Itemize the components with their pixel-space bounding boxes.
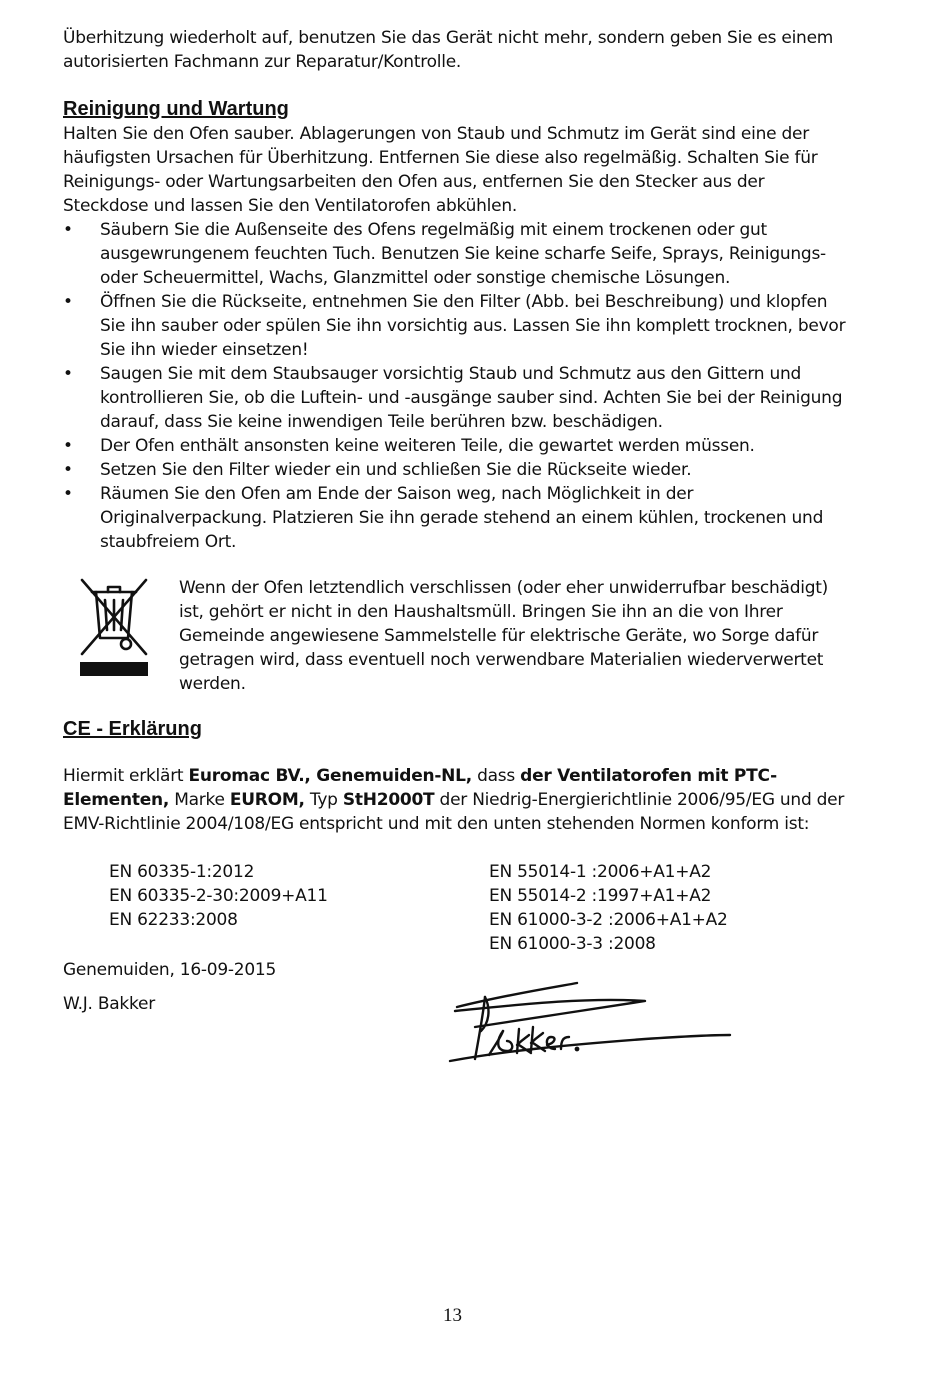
- handwritten-signature: [445, 975, 735, 1070]
- cleaning-heading: Reinigung und Wartung: [63, 98, 289, 120]
- list-item: • Der Ofen enthält ansonsten keine weiteren Teile, die gewartet werden müssen.: [63, 434, 853, 458]
- signer-name: W.J. Bakker: [63, 994, 155, 1014]
- list-item: • Setzen Sie den Filter wieder ein und schließen Sie die Rückseite wieder.: [63, 458, 853, 482]
- norm-item: EN 62233:2008: [109, 910, 238, 930]
- document-page: [63, 26, 853, 1016]
- list-item: • Öffnen Sie die Rückseite, entnehmen Sie den Filter (Abb. bei Beschreibung) und klopfen Sie ihn sauber oder spülen Sie ihn vorsichtig aus. Lassen Sie ihn komplett trocknen, bevor Sie ihn wieder einsetzen!: [63, 290, 853, 362]
- list-item: • Räumen Sie den Ofen am Ende der Saison weg, nach Möglichkeit in der Originalverpackung. Platzieren Sie ihn gerade stehend an einem kühlen, trockenen und staubfreiem Ort.: [63, 482, 853, 554]
- ce-heading: CE - Erklärung: [63, 718, 202, 740]
- norm-item: EN 61000-3-3 :2008: [489, 934, 656, 954]
- norm-item: EN 61000-3-2 :2006+A1+A2: [489, 910, 728, 930]
- norm-item: EN 60335-1:2012: [109, 862, 255, 882]
- ce-declaration-paragraph: Hiermit erklärt Euromac BV., Genemuiden-NL, dass der Ventilatorofen mit PTC-Elementen, Marke EUROM, Typ StH2000T der Niedrig-Energierichtlinie 2006/95/EG und der EMV-Richtlinie 2004/108/EG entspricht und mit den unten stehenden Normen konform ist:: [63, 766, 845, 834]
- norm-item: EN 55014-2 :1997+A1+A2: [489, 886, 712, 906]
- norms-list: [109, 860, 853, 956]
- place-date: Genemuiden, 16-09-2015: [63, 960, 277, 980]
- norm-item: EN 60335-2-30:2009+A11: [109, 886, 328, 906]
- product-name: der Ventilatorofen mit PTC-Elementen,: [63, 766, 777, 810]
- weee-crossed-bin-icon: [78, 576, 150, 680]
- company-name: Euromac BV., Genemuiden-NL,: [188, 766, 472, 786]
- intro-continuation: Überhitzung wiederholt auf, benutzen Sie das Gerät nicht mehr, sondern geben Sie es einem autorisierten Fachmann zur Reparatur/Kontrolle.: [63, 28, 834, 72]
- norm-item: EN 55014-1 :2006+A1+A2: [489, 862, 712, 882]
- page-number: 13: [443, 1305, 462, 1326]
- disposal-text: Wenn der Ofen letztendlich verschlissen (oder eher unwiderrufbar beschädigt) ist, gehört er nicht in den Haushaltsmüll. Bringen Sie ihn an die von Ihrer Gemeinde angewiesene Sammelstelle für elektrische Geräte, wo Sorge dafür getragen wird, dass eventuell noch verwendbare Materialien wiederverwertet werden.: [179, 578, 829, 694]
- model-type: StH2000T: [342, 790, 435, 810]
- brand-name: EUROM,: [229, 790, 305, 810]
- norms-column-left: [109, 860, 489, 956]
- list-item: • Saugen Sie mit dem Staubsauger vorsichtig Staub und Schmutz aus den Gittern und kontrollieren Sie, ob die Luftein- und -ausgänge sauber sind. Achten Sie bei der Reinigung darauf, dass Sie keine inwendigen Teile berühren bzw. beschädigen.: [63, 362, 853, 434]
- cleaning-bullet-list: [63, 218, 853, 554]
- cleaning-paragraph: Halten Sie den Ofen sauber. Ablagerungen von Staub und Schmutz im Gerät sind eine der häufigsten Ursachen für Überhitzung. Entfernen Sie diese also regelmäßig. Schalten Sie für Reinigungs- oder Wartungsarbeiten den Ofen aus, entfernen Sie den Stecker aus der Steckdose und lassen Sie den Ventilatorofen abkühlen.: [63, 124, 818, 216]
- disposal-section: [63, 576, 853, 696]
- norms-column-right: [489, 860, 728, 956]
- list-item: • Säubern Sie die Außenseite des Ofens regelmäßig mit einem trockenen oder gut ausgewrungenem feuchten Tuch. Benutzen Sie keine scharfe Seife, Sprays, Reinigungs- oder Scheuermittel, Wachs, Glanzmittel oder sonstige chemische Lösungen.: [63, 218, 853, 290]
